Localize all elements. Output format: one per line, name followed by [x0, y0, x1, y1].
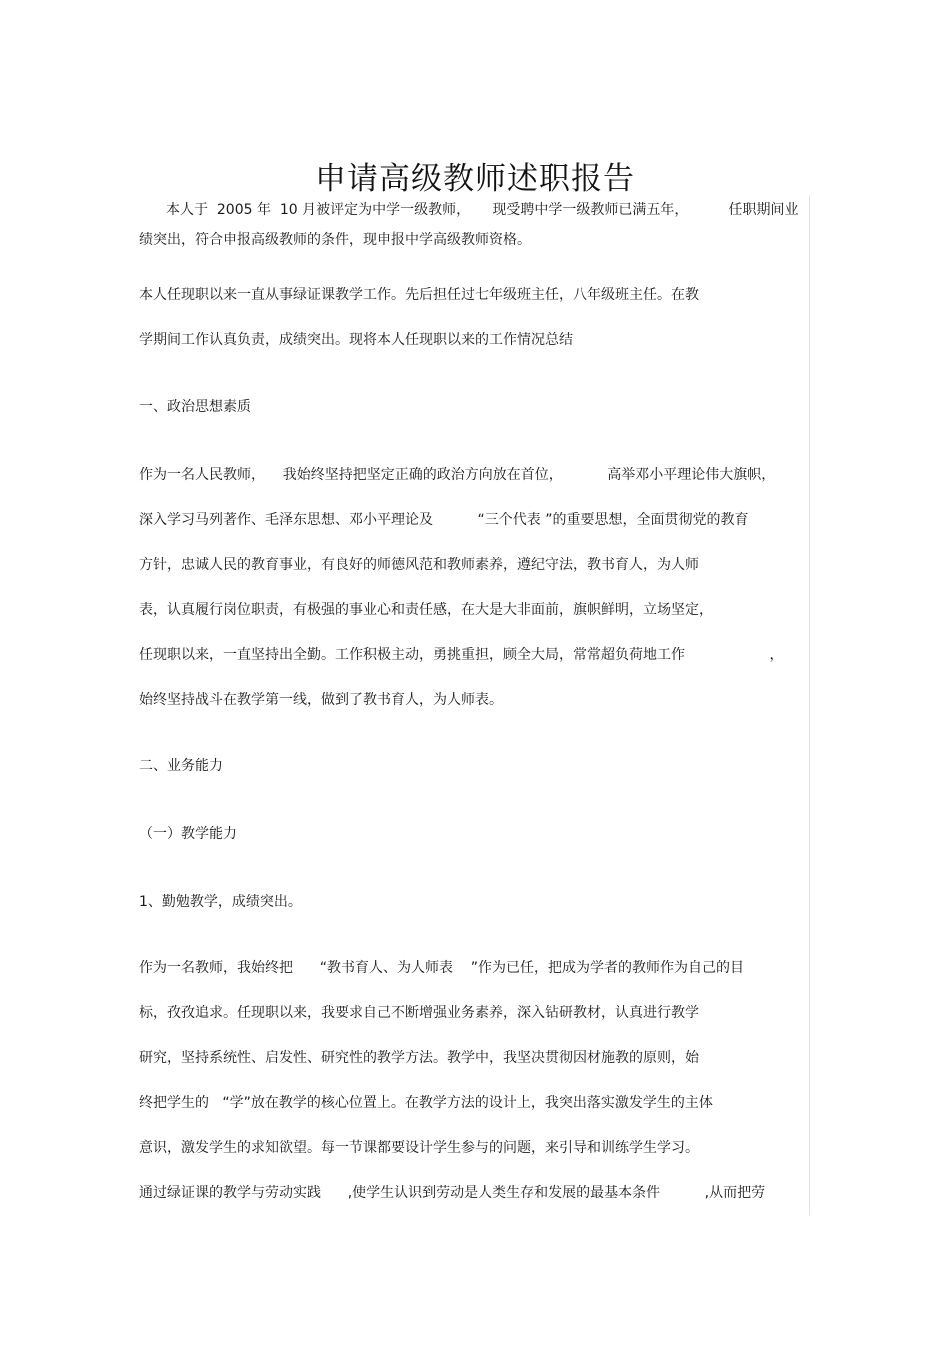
document-title: 申请高级教师述职报告: [315, 160, 635, 197]
paragraph-line: 作为一名教师，我始终把 “教书育人、为人师表 ”作为已任，把成为学者的教师作为自己的目: [139, 960, 745, 976]
paragraph-line: 本人于 2005 年 10 月被评定为中学一级教师， 现受聘中学一级教师已满五年， 任职期间业: [166, 202, 799, 218]
paragraph-line: 意识，激发学生的求知欲望。每一节课都要设计学生参与的问题，来引导和训练学生学习。: [139, 1140, 699, 1156]
paragraph-line: 深入学习马列著作、毛泽东思想、邓小平理论及 “三个代表 ”的重要思想，全面贯彻党的教育: [139, 512, 749, 528]
subsection-heading: （一）教学能力: [139, 826, 237, 842]
paragraph-line: 学期间工作认真负责，成绩突出。现将本人任现职以来的工作情况总结: [139, 332, 573, 348]
paragraph-line: 始终坚持战斗在教学第一线，做到了教书育人，为人师表。: [139, 692, 503, 708]
paragraph-line: 方针，忠诚人民的教育事业，有良好的师德风范和教师素养，遵纪守法，教书育人，为人师: [139, 557, 699, 573]
section-heading: 一、政治思想素质: [139, 399, 251, 415]
paragraph-line: 标，孜孜追求。任现职以来，我要求自己不断增强业务素养，深入钻研教材，认真进行教学: [139, 1005, 699, 1021]
paragraph-line: 终把学生的 “学”放在教学的核心位置上。在教学方法的设计上，我突出落实激发学生的主体: [139, 1095, 713, 1111]
paragraph-line: 任现职以来，一直坚持出全勤。工作积极主动，勇挑重担，顾全大局，常常超负荷地工作 ，: [139, 647, 784, 663]
paragraph-line: 表，认真履行岗位职责，有极强的事业心和责任感，在大是大非面前，旗帜鲜明，立场坚定，: [139, 602, 713, 618]
paragraph-line: 研究，坚持系统性、启发性、研究性的教学方法。教学中，我坚决贯彻因材施教的原则，始: [139, 1050, 699, 1066]
page-edge-rule: [809, 195, 810, 1215]
paragraph-line: 通过绿证课的教学与劳动实践 ,使学生认识到劳动是人类生存和发展的最基本条件 ,从而把劳: [139, 1185, 766, 1201]
item-heading: 1、勤勉教学，成绩突出。: [139, 894, 302, 910]
paragraph-line: 本人任现职以来一直从事绿证课教学工作。先后担任过七年级班主任，八年级班主任。在教: [139, 287, 699, 303]
section-heading: 二、业务能力: [139, 758, 223, 774]
paragraph-line: 作为一名人民教师， 我始终坚持把坚定正确的政治方向放在首位， 高举邓小平理论伟大旗帜，: [139, 467, 776, 483]
paragraph-line: 绩突出，符合申报高级教师的条件，现申报中学高级教师资格。: [139, 232, 531, 248]
